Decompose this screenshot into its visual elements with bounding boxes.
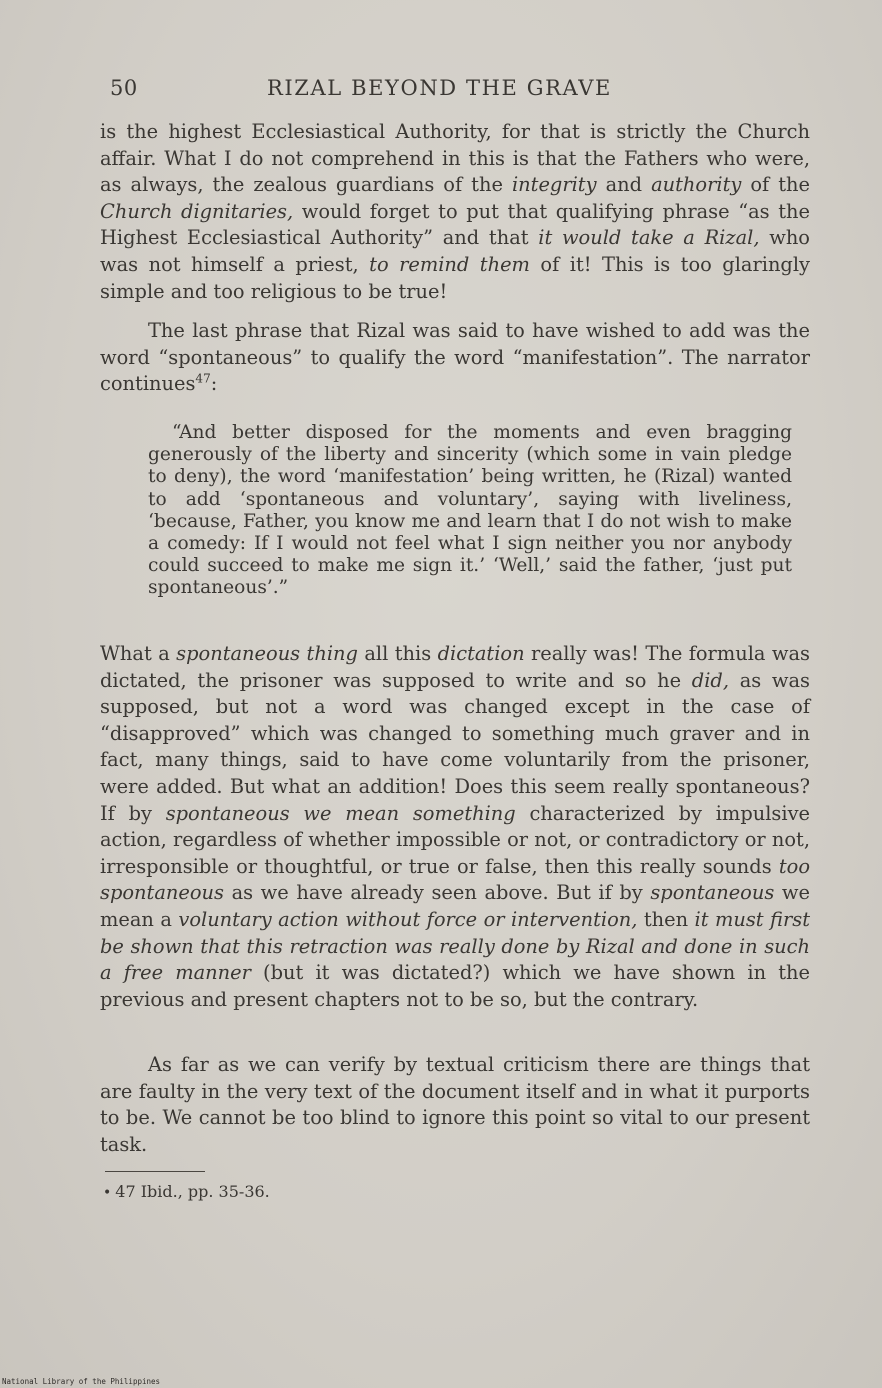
italic-run: Church dignitaries, (100, 199, 294, 223)
text-run: is the highest Ecclesiastical Authority, for that is strictly the Church affair. What I do not comprehend in this is that the Fathers who were, as always, the zealous guardians of the (100, 120, 810, 197)
italic-run: spontaneous (650, 881, 775, 905)
page-header (110, 76, 810, 106)
text-run: then (637, 907, 695, 931)
italic-run: integrity (511, 173, 597, 197)
footnote (103, 1182, 270, 1203)
italic-run: it would take a Rizal, (538, 226, 760, 250)
italic-run: it must first be shown that this retraction was really done by Rizal and done in such a free manner (100, 907, 810, 985)
text-run: as was supposed, but not a word was changed except in the case of “disapproved” which was changed to something much graver and in fact, many things, said to have come voluntarily from the prisoner, were added. But what an addition! Does this seem really spontaneous? If by (100, 668, 810, 825)
paragraph-2 (100, 318, 810, 398)
text-run: characterized by impulsive action, regardless of whether impossible or not, or contradictory or not, irresponsible or thoughtful, or true or false, then this really sounds (100, 801, 811, 878)
running-title: RIZAL BEYOND THE GRAVE (267, 76, 612, 100)
text-run: of the (741, 173, 810, 197)
page-number: 50 (110, 76, 138, 100)
italic-run: dictation (437, 642, 525, 665)
italic-run: authority (651, 173, 742, 197)
text-run: and (596, 173, 652, 197)
text-run: we mean a (100, 881, 810, 931)
italic-run: to remind them (369, 252, 530, 276)
text-run: as we have already seen above. But if by (223, 881, 651, 905)
italic-run: did, (691, 668, 729, 692)
text-run: (but it was dictated?) which we have shown in the previous and present chapters not to be so, but the contrary. (100, 961, 810, 1011)
text-run: : (210, 372, 218, 396)
paragraph-3 (100, 641, 810, 1013)
text-run: all this (357, 642, 438, 665)
text-run: who was not himself a priest, (100, 226, 810, 276)
footnote-bullet: • (103, 1185, 112, 1201)
footnote-divider (105, 1171, 205, 1172)
footnote-reference: 47 (195, 371, 211, 386)
italic-run: voluntary action without force or intervention, (178, 907, 638, 931)
paragraph-4: As far as we can verify by textual criticism there are things that are faulty in the very text of the document itself and in what it purports to be. We cannot be too blind to ignore this point so vital to our present task. (100, 1053, 810, 1156)
italic-run: too spontaneous (100, 854, 810, 905)
text-run: of it! This is too glaringly simple and too religious to be true! (100, 252, 811, 303)
block-quote: “And better disposed for the moments and even bragging generously of the liberty and sincerity (which some in vain pledge to deny), the word ‘manifestation’ being written, he (Rizal) wanted to add ‘spontaneous and voluntary’, saying with liveliness, ‘because, Father, you know me and learn that I do not wish to make a comedy: If I would not feel what I sign neither you nor anybody could succeed to make me sign it.’ ‘Well,’ said the father, ‘just put spontaneous’.” (148, 422, 792, 599)
italic-run: spontaneous we mean something (165, 801, 516, 825)
text-run: The last phrase that Rizal was said to have wished to add was the word “spontaneous” to qualify the word “manifestation”. The narrator continues (100, 319, 810, 396)
library-watermark: National Library of the Philippines (2, 1377, 161, 1386)
text-run: would forget to put that qualifying phrase “as the Highest Ecclesiastical Authority” and that (100, 199, 810, 250)
footnote-text: 47 Ibid., pp. 35-36. (115, 1182, 270, 1201)
italic-run: spontaneous thing (176, 642, 358, 665)
text-run: really was! The formula was dictated, the prisoner was supposed to write and so he (100, 642, 810, 692)
paragraph-1 (100, 119, 810, 305)
text-run: What a (100, 642, 177, 665)
